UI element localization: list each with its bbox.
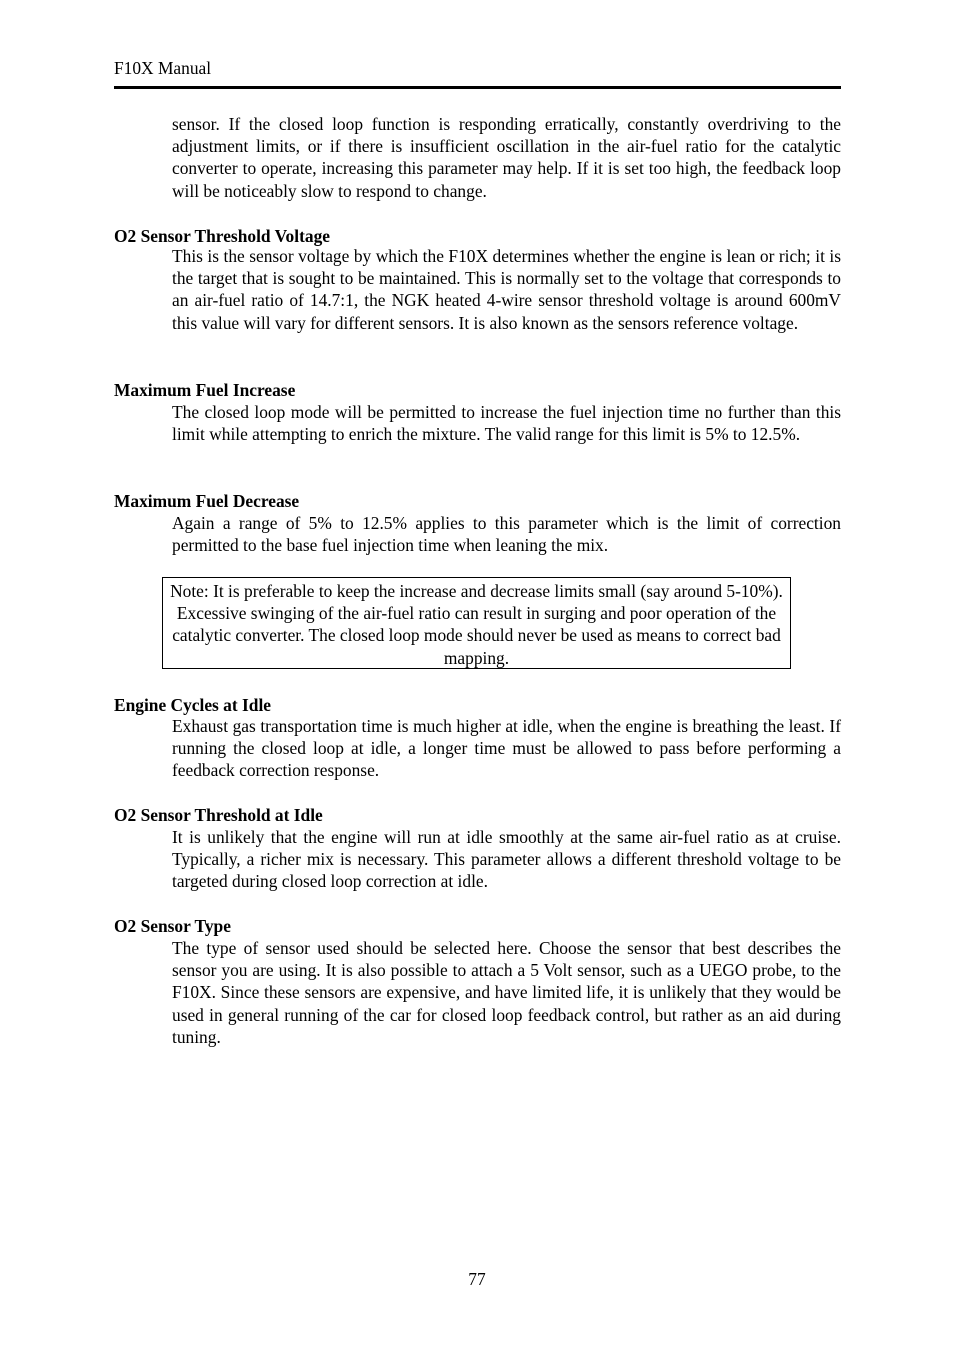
section-body-o2-sensor-type: The type of sensor used should be selected here. Choose the sensor that best describes the sensor you are using. It is also possible to attach a 5 Volt sensor, such as a UEGO probe, to the F10X. Since these sensors are expensive, and have limited life, it is unlikely that they would be used in general running of the car for closed loop feedback control, but rather as an aid during tuning.	[172, 938, 841, 1047]
note-box: Note: It is preferable to keep the increase and decrease limits small (say around 5-10%). Excessive swinging of the air-fuel ratio can result in surging and poor operation of the catalytic converter. The closed loop mode should never be used as means to correct bad mapping.	[162, 577, 791, 669]
section-body-max-fuel-decrease: Again a range of 5% to 12.5% applies to this parameter which is the limit of correction permitted to the base fuel injection time when leaning the mix.	[172, 513, 841, 556]
section-heading-engine-cycles-idle: Engine Cycles at Idle	[114, 695, 271, 715]
section-body-max-fuel-increase: The closed loop mode will be permitted to increase the fuel injection time no further than this limit while attempting to enrich the mixture. The valid range for this limit is 5% to 12.5%.	[172, 402, 841, 445]
section-body-o2-threshold-idle: It is unlikely that the engine will run at idle smoothly at the same air-fuel ratio as at cruise. Typically, a richer mix is necessary. This parameter allows a different threshold voltage to be targeted during closed loop correction at idle.	[172, 827, 841, 892]
section-heading-o2-sensor-type: O2 Sensor Type	[114, 916, 231, 936]
section-heading-max-fuel-increase: Maximum Fuel Increase	[114, 380, 296, 400]
section-body-o2-threshold-voltage: This is the sensor voltage by which the F10X determines whether the engine is lean or rich; it is the target that is sought to be maintained. This is normally set to the voltage that corresponds to an air-fuel ratio of 14.7:1, the NGK heated 4-wire sensor threshold voltage is around 600mV this value will vary for different sensors. It is also known as the sensors reference voltage.	[172, 246, 841, 333]
page-number: 77	[468, 1269, 486, 1289]
section-heading-o2-threshold-idle: O2 Sensor Threshold at Idle	[114, 805, 323, 825]
section-body-engine-cycles-idle: Exhaust gas transportation time is much higher at idle, when the engine is breathing the least. If running the closed loop at idle, a longer time must be allowed to pass before performing a feedback correction response.	[172, 716, 841, 781]
header-rule	[114, 86, 841, 89]
intro-paragraph: sensor. If the closed loop function is responding erratically, constantly overdriving to the adjustment limits, or if there is insufficient oscillation in the air-fuel ratio for the catalytic converter to operate, increasing this parameter may help. If it is set too high, the feedback loop will be noticeably slow to respond to change.	[172, 114, 841, 201]
section-heading-o2-threshold-voltage: O2 Sensor Threshold Voltage	[114, 226, 330, 246]
section-heading-max-fuel-decrease: Maximum Fuel Decrease	[114, 491, 300, 511]
page-header-title: F10X Manual	[114, 58, 212, 78]
